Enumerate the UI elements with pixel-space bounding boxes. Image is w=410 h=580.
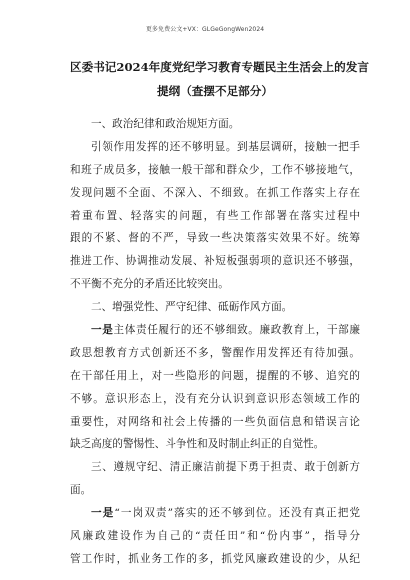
paragraph-line (70, 502, 360, 525)
paragraph-line (70, 136, 360, 159)
line-text: 重要性，对网络和社会上传播的一些负面信息和错误言论 (70, 415, 360, 428)
section-heading-line (70, 479, 360, 502)
paragraph-line (70, 365, 360, 388)
paragraph-line (70, 250, 360, 273)
paragraph-line (70, 159, 360, 182)
document-title (70, 55, 369, 103)
paragraph-line (70, 182, 360, 205)
line-text: 面。 (70, 484, 92, 497)
paragraph-line (70, 411, 360, 434)
line-text: 引领作用发挥的还不够明显。到基层调研，接触一把手 (91, 140, 360, 153)
line-text: 风廉政建设作为自己的“责任田”和“份内事”，指导分 (70, 530, 360, 543)
paragraph-line (70, 273, 360, 296)
line-text: “一岗双责”落实的还不够到位。还没有真正把党 (114, 507, 360, 520)
line-text: 跟的不紧、督的不严，导致一些决策落实效果不好。统筹 (70, 232, 360, 245)
line-text: 在干部任用上，对一些隐形的问题，提醒的不够、追究的 (70, 369, 360, 382)
title-line-1: 区委书记2024年度党纪学习教育专题民主生活会上的发言 (70, 60, 369, 74)
line-text: 推进工作、协调推动发展、补短板强弱项的意识还不够强， (70, 255, 360, 268)
paragraph-line (70, 227, 360, 250)
line-text: 发现问题不全面、不深入、不细致。在抓工作落实上存在 (70, 186, 360, 199)
paragraph-line (70, 205, 360, 228)
paragraph-line (70, 319, 360, 342)
line-text: 不平衡不充分的矛盾还比较突出。 (70, 278, 229, 291)
lead-phrase: 一是 (91, 324, 114, 337)
document-body (70, 113, 360, 571)
line-text: 管工作时，抓业务工作的多，抓党风廉政建设的少，从纪 (70, 552, 360, 565)
line-text: 主体责任履行的还不够细致。廉政教育上，干部廉 (113, 324, 360, 337)
line-text: 一、政治纪律和政治规矩方面。 (91, 118, 240, 130)
paragraph-line (70, 433, 360, 456)
section-heading-line (70, 456, 360, 479)
section-heading-line (70, 296, 360, 319)
header-note: 更多免费公文+VX：GLGeGongWen2024 (145, 26, 265, 33)
paragraph-line (70, 342, 360, 365)
section-heading-line (70, 113, 360, 136)
line-text: 不够。意识形态上，没有充分认识到意识形态领域工作的 (70, 392, 360, 405)
line-text: 缺乏高度的警惕性、斗争性和及时制止纠正的自觉性。 (70, 438, 325, 451)
line-text: 和班子成员多，接触一般干部和群众少，工作不够接地气， (70, 163, 360, 176)
line-text: 政思想教育方式创新还不多，警醒作用发挥还有待加强。 (70, 346, 360, 359)
line-text: 三、遵规守纪、清正廉洁前提下勇于担责、敢于创新方 (91, 461, 360, 474)
paragraph-line (70, 548, 360, 571)
line-text: 着重布置、轻落实的问题，有些工作部署在落实过程中 (70, 209, 360, 222)
paragraph-line (70, 388, 360, 411)
paragraph-line (70, 525, 360, 548)
lead-phrase: 一是 (91, 507, 115, 520)
title-line-2: 提纲（查摆不足部分） (157, 84, 273, 98)
line-text: 二、增强党性、严守纪律、砥砺作风方面。 (91, 301, 293, 314)
